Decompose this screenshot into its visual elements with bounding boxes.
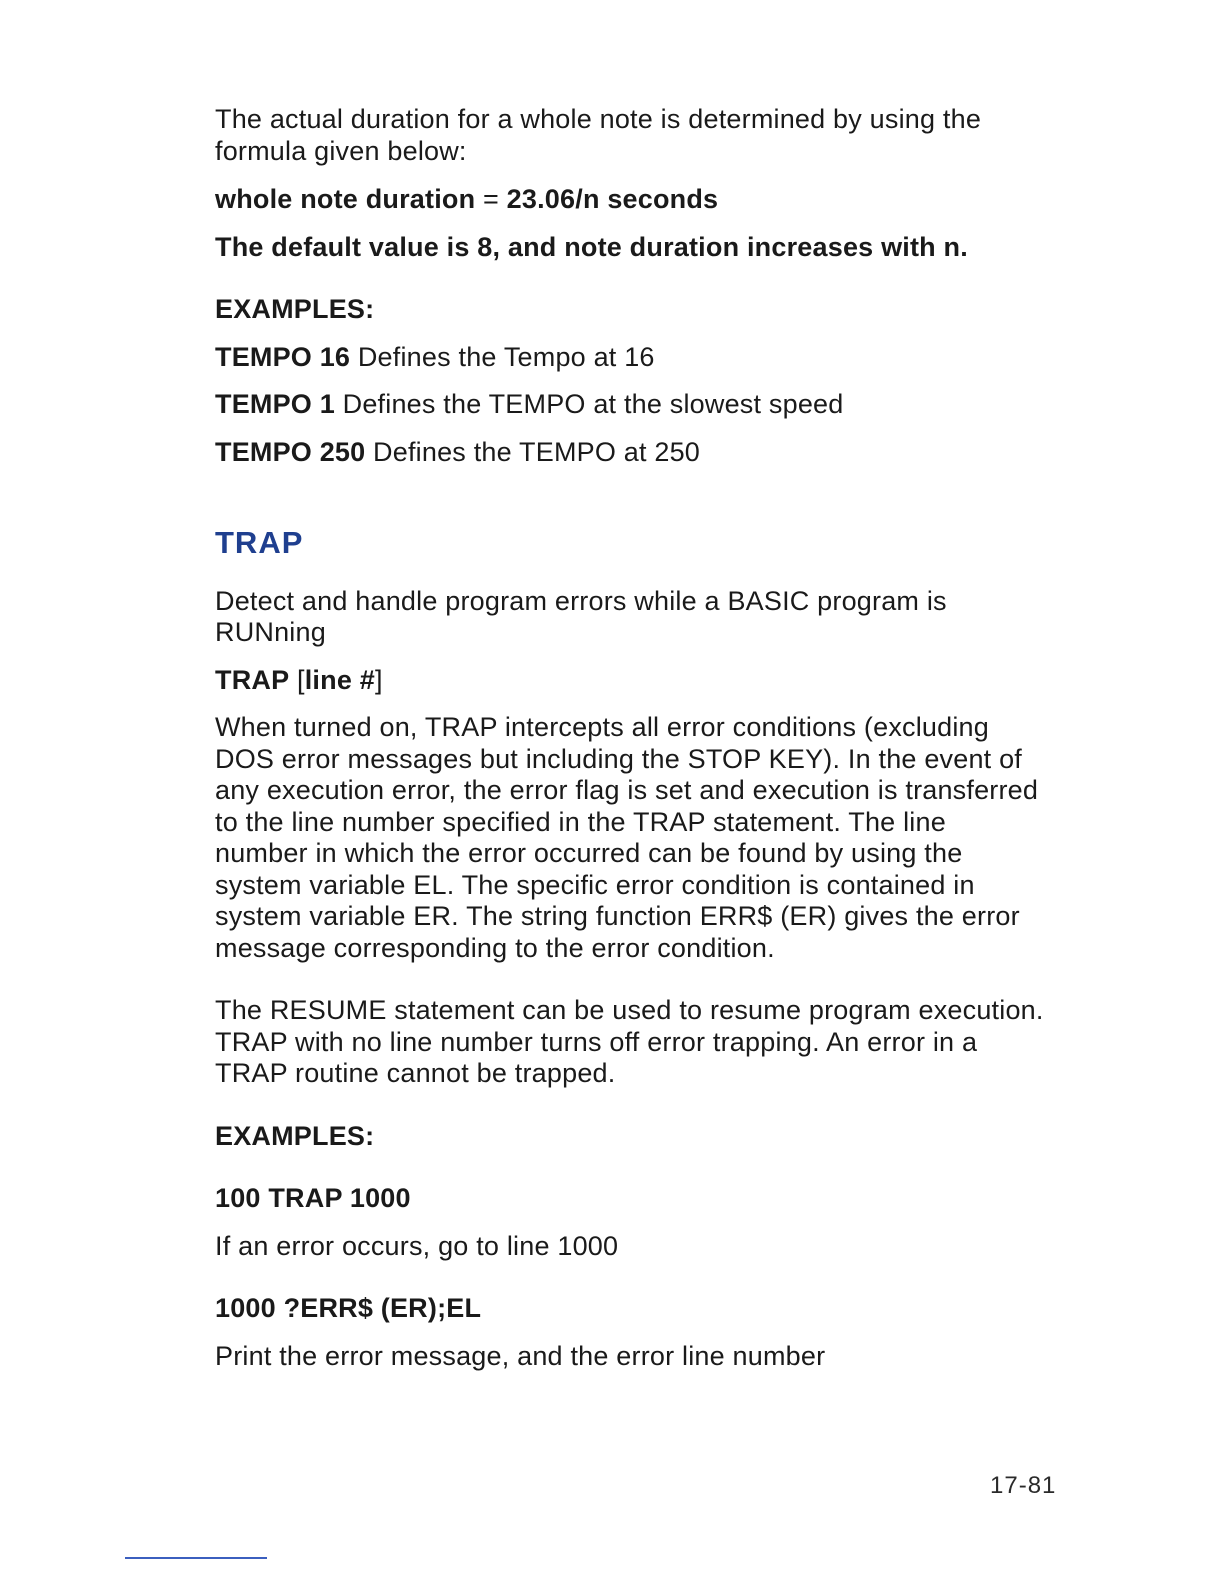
- trap-section-title: TRAP: [215, 525, 304, 560]
- trap-syntax: [215, 665, 1045, 697]
- formula-line: [215, 184, 1045, 216]
- formula-value: 23.06/n seconds: [506, 184, 719, 214]
- tempo-example-command: TEMPO 250: [215, 436, 366, 467]
- trap-example-desc-2: Print the error message, and the error line number: [215, 1340, 826, 1371]
- trap-paragraph-2: The RESUME statement can be used to resume program execution. TRAP with no line number turns off error trapping. An error in a TRAP routine cannot be trapped.: [215, 995, 1044, 1089]
- trap-description: Detect and handle program errors while a BASIC program is RUNning: [215, 585, 947, 648]
- formula-equals: =: [475, 184, 507, 214]
- trap-example-desc-1: If an error occurs, go to line 1000: [215, 1230, 619, 1261]
- page-number: 17-81: [990, 1472, 1057, 1499]
- footer-rule: [125, 1557, 267, 1559]
- tempo-examples-heading: EXAMPLES:: [215, 294, 375, 324]
- tempo-example-command: TEMPO 1: [215, 389, 335, 419]
- default-note: The default value is 8, and note duration increases with n.: [215, 231, 968, 262]
- tempo-example-1: [215, 342, 1045, 374]
- tempo-example-description: Defines the TEMPO at the slowest speed: [334, 389, 844, 419]
- intro-paragraph: The actual duration for a whole note is determined by using the formula given below:: [215, 104, 982, 166]
- tempo-example-description: Defines the TEMPO at 250: [365, 436, 701, 467]
- tempo-example-2: [215, 389, 1045, 421]
- trap-paragraph-1: When turned on, TRAP intercepts all error conditions (excluding DOS error messages but including the STOP KEY). In the event of any execution error, the error flag is set and execution is transferred to the line number specified in the TRAP statement. The line number in which the error occurred can be found by using the system variable EL. The specific error condition is contained in system variable ER. The string function ERR$ (ER) gives the error message corresponding to the error condition.: [215, 712, 1039, 963]
- document-page: [215, 104, 1045, 1372]
- tempo-example-3: [215, 437, 1045, 469]
- trap-example-code-1: 100 TRAP 1000: [215, 1183, 411, 1214]
- tempo-example-description: Defines the Tempo at 16: [350, 341, 655, 372]
- formula-label: whole note duration: [215, 184, 476, 214]
- tempo-example-command: TEMPO 16: [215, 341, 351, 372]
- trap-syntax-bracket-close: ]: [374, 664, 383, 695]
- trap-example-code-2: 1000 ?ERR$ (ER);EL: [215, 1293, 482, 1324]
- trap-syntax-keyword: TRAP: [215, 664, 290, 695]
- trap-syntax-bracket-open: [: [289, 664, 305, 695]
- trap-examples-heading: EXAMPLES:: [215, 1120, 375, 1151]
- trap-syntax-param: line #: [304, 664, 375, 695]
